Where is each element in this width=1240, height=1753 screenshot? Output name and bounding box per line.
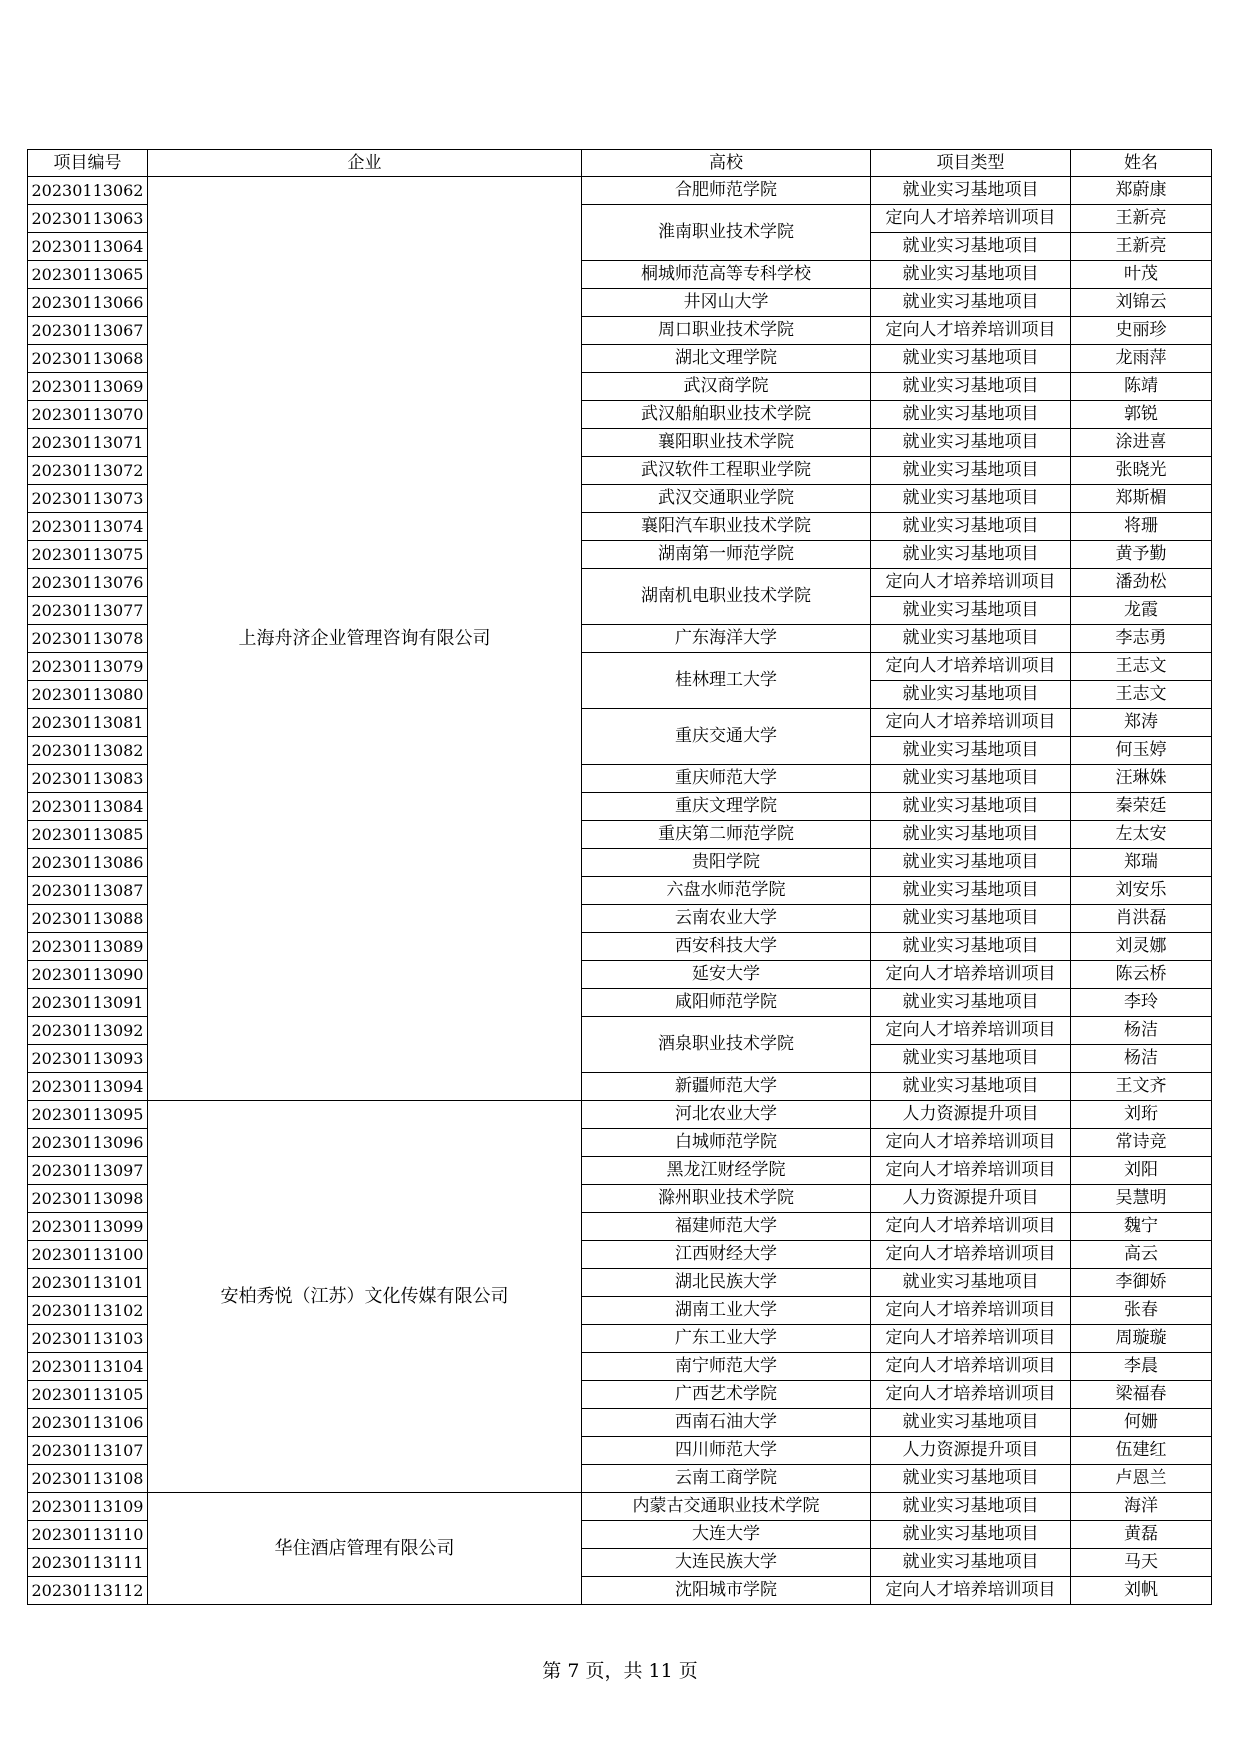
project-type-cell: 就业实习基地项目 [871,849,1071,877]
person-name-cell: 秦荣廷 [1071,793,1212,821]
project-type-cell: 定向人才培养培训项目 [871,205,1071,233]
project-id-cell: 20230113111 [28,1549,148,1577]
person-name-cell: 李玲 [1071,989,1212,1017]
person-name-cell: 汪琳姝 [1071,765,1212,793]
project-id-cell: 20230113065 [28,261,148,289]
project-id-cell: 20230113106 [28,1409,148,1437]
person-name-cell: 叶茂 [1071,261,1212,289]
project-id-cell: 20230113102 [28,1297,148,1325]
person-name-cell: 刘珩 [1071,1101,1212,1129]
header-project-type: 项目类型 [871,150,1071,177]
project-id-cell: 20230113091 [28,989,148,1017]
project-id-cell: 20230113090 [28,961,148,989]
project-id-cell: 20230113112 [28,1577,148,1605]
project-id-cell: 20230113088 [28,905,148,933]
person-name-cell: 马天 [1071,1549,1212,1577]
school-cell: 合肥师范学院 [582,177,871,205]
person-name-cell: 刘锦云 [1071,289,1212,317]
person-name-cell: 郑涛 [1071,709,1212,737]
project-type-cell: 就业实习基地项目 [871,373,1071,401]
school-cell: 贵阳学院 [582,849,871,877]
project-id-cell: 20230113085 [28,821,148,849]
school-cell: 西安科技大学 [582,933,871,961]
school-cell: 襄阳职业技术学院 [582,429,871,457]
school-cell: 广东工业大学 [582,1325,871,1353]
project-type-cell: 就业实习基地项目 [871,905,1071,933]
project-type-cell: 定向人才培养培训项目 [871,1157,1071,1185]
project-id-cell: 20230113071 [28,429,148,457]
header-name: 姓名 [1071,150,1212,177]
person-name-cell: 李志勇 [1071,625,1212,653]
project-type-cell: 就业实习基地项目 [871,261,1071,289]
project-type-cell: 就业实习基地项目 [871,401,1071,429]
project-type-cell: 就业实习基地项目 [871,1493,1071,1521]
person-name-cell: 郭锐 [1071,401,1212,429]
person-name-cell: 陈靖 [1071,373,1212,401]
project-type-cell: 就业实习基地项目 [871,345,1071,373]
project-id-cell: 20230113110 [28,1521,148,1549]
person-name-cell: 龙雨萍 [1071,345,1212,373]
project-id-cell: 20230113092 [28,1017,148,1045]
table-body [28,177,1212,1605]
person-name-cell: 肖洪磊 [1071,905,1212,933]
person-name-cell: 王新亮 [1071,205,1212,233]
school-cell: 新疆师范大学 [582,1073,871,1101]
header-school: 高校 [582,150,871,177]
project-type-cell: 定向人才培养培训项目 [871,1577,1071,1605]
project-type-cell: 人力资源提升项目 [871,1185,1071,1213]
person-name-cell: 何姗 [1071,1409,1212,1437]
project-id-cell: 20230113083 [28,765,148,793]
project-id-cell: 20230113087 [28,877,148,905]
project-type-cell: 就业实习基地项目 [871,289,1071,317]
header-row [28,150,1212,177]
project-type-cell: 定向人才培养培训项目 [871,1241,1071,1269]
project-id-cell: 20230113096 [28,1129,148,1157]
person-name-cell: 伍建红 [1071,1437,1212,1465]
project-id-cell: 20230113109 [28,1493,148,1521]
school-cell: 湖北民族大学 [582,1269,871,1297]
person-name-cell: 周璇璇 [1071,1325,1212,1353]
project-type-cell: 就业实习基地项目 [871,1045,1071,1073]
project-id-cell: 20230113105 [28,1381,148,1409]
school-cell: 湖南第一师范学院 [582,541,871,569]
school-cell: 重庆文理学院 [582,793,871,821]
project-type-cell: 就业实习基地项目 [871,513,1071,541]
project-type-cell: 定向人才培养培训项目 [871,1353,1071,1381]
project-type-cell: 就业实习基地项目 [871,737,1071,765]
school-cell: 云南工商学院 [582,1465,871,1493]
company-cell: 上海舟济企业管理咨询有限公司 [148,177,582,1101]
school-cell: 沈阳城市学院 [582,1577,871,1605]
company-cell: 华住酒店管理有限公司 [148,1493,582,1605]
person-name-cell: 潘劲松 [1071,569,1212,597]
project-id-cell: 20230113107 [28,1437,148,1465]
person-name-cell: 卢恩兰 [1071,1465,1212,1493]
person-name-cell: 刘灵娜 [1071,933,1212,961]
school-cell: 云南农业大学 [582,905,871,933]
person-name-cell: 高云 [1071,1241,1212,1269]
school-cell: 武汉交通职业学院 [582,485,871,513]
project-id-cell: 20230113068 [28,345,148,373]
project-type-cell: 就业实习基地项目 [871,877,1071,905]
project-type-cell: 就业实习基地项目 [871,1409,1071,1437]
project-type-cell: 就业实习基地项目 [871,1073,1071,1101]
person-name-cell: 黄予勤 [1071,541,1212,569]
school-cell: 内蒙古交通职业技术学院 [582,1493,871,1521]
project-id-cell: 20230113103 [28,1325,148,1353]
school-cell: 六盘水师范学院 [582,877,871,905]
project-id-cell: 20230113104 [28,1353,148,1381]
project-id-cell: 20230113100 [28,1241,148,1269]
person-name-cell: 魏宁 [1071,1213,1212,1241]
person-name-cell: 海洋 [1071,1493,1212,1521]
person-name-cell: 郑斯楣 [1071,485,1212,513]
project-id-cell: 20230113081 [28,709,148,737]
school-cell: 井冈山大学 [582,289,871,317]
project-type-cell: 定向人才培养培训项目 [871,1213,1071,1241]
project-id-cell: 20230113067 [28,317,148,345]
header-project-id: 项目编号 [28,150,148,177]
project-type-cell: 就业实习基地项目 [871,1269,1071,1297]
project-id-cell: 20230113078 [28,625,148,653]
project-type-cell: 定向人才培养培训项目 [871,709,1071,737]
person-name-cell: 龙霞 [1071,597,1212,625]
project-id-cell: 20230113108 [28,1465,148,1493]
project-type-cell: 就业实习基地项目 [871,1465,1071,1493]
person-name-cell: 何玉婷 [1071,737,1212,765]
person-name-cell: 杨洁 [1071,1017,1212,1045]
person-name-cell: 梁福春 [1071,1381,1212,1409]
company-cell: 安柏秀悦（江苏）文化传媒有限公司 [148,1101,582,1493]
table-header [28,150,1212,177]
project-id-cell: 20230113077 [28,597,148,625]
project-table [27,149,1212,1605]
person-name-cell: 杨洁 [1071,1045,1212,1073]
project-type-cell: 定向人才培养培训项目 [871,1325,1071,1353]
project-id-cell: 20230113098 [28,1185,148,1213]
person-name-cell: 黄磊 [1071,1521,1212,1549]
person-name-cell: 王文齐 [1071,1073,1212,1101]
project-type-cell: 定向人才培养培训项目 [871,1381,1071,1409]
project-type-cell: 就业实习基地项目 [871,597,1071,625]
school-cell: 重庆第二师范学院 [582,821,871,849]
project-id-cell: 20230113079 [28,653,148,681]
school-cell: 大连民族大学 [582,1549,871,1577]
person-name-cell: 郑瑞 [1071,849,1212,877]
project-type-cell: 定向人才培养培训项目 [871,317,1071,345]
project-id-cell: 20230113074 [28,513,148,541]
school-cell: 重庆师范大学 [582,765,871,793]
school-cell: 武汉商学院 [582,373,871,401]
project-type-cell: 就业实习基地项目 [871,1521,1071,1549]
school-cell: 延安大学 [582,961,871,989]
project-id-cell: 20230113082 [28,737,148,765]
project-id-cell: 20230113084 [28,793,148,821]
person-name-cell: 王新亮 [1071,233,1212,261]
project-id-cell: 20230113064 [28,233,148,261]
school-cell: 南宁师范大学 [582,1353,871,1381]
project-type-cell: 就业实习基地项目 [871,625,1071,653]
project-id-cell: 20230113066 [28,289,148,317]
person-name-cell: 郑蔚康 [1071,177,1212,205]
project-type-cell: 就业实习基地项目 [871,681,1071,709]
project-type-cell: 就业实习基地项目 [871,765,1071,793]
project-type-cell: 就业实习基地项目 [871,429,1071,457]
project-type-cell: 人力资源提升项目 [871,1437,1071,1465]
person-name-cell: 刘安乐 [1071,877,1212,905]
project-id-cell: 20230113075 [28,541,148,569]
school-cell: 湖南工业大学 [582,1297,871,1325]
project-type-cell: 定向人才培养培训项目 [871,569,1071,597]
project-type-cell: 就业实习基地项目 [871,177,1071,205]
person-name-cell: 涂进喜 [1071,429,1212,457]
person-name-cell: 吴慧明 [1071,1185,1212,1213]
project-id-cell: 20230113086 [28,849,148,877]
school-cell: 重庆交通大学 [582,709,871,765]
person-name-cell: 常诗竞 [1071,1129,1212,1157]
project-type-cell: 就业实习基地项目 [871,989,1071,1017]
school-cell: 广东海洋大学 [582,625,871,653]
table-row [28,1101,1212,1129]
person-name-cell: 史丽珍 [1071,317,1212,345]
project-type-cell: 就业实习基地项目 [871,541,1071,569]
project-type-cell: 定向人才培养培训项目 [871,1017,1071,1045]
project-type-cell: 就业实习基地项目 [871,1549,1071,1577]
project-id-cell: 20230113076 [28,569,148,597]
project-type-cell: 人力资源提升项目 [871,1101,1071,1129]
school-cell: 湖北文理学院 [582,345,871,373]
project-type-cell: 就业实习基地项目 [871,821,1071,849]
school-cell: 周口职业技术学院 [582,317,871,345]
project-type-cell: 就业实习基地项目 [871,933,1071,961]
project-type-cell: 定向人才培养培训项目 [871,1129,1071,1157]
school-cell: 四川师范大学 [582,1437,871,1465]
project-id-cell: 20230113097 [28,1157,148,1185]
project-id-cell: 20230113099 [28,1213,148,1241]
school-cell: 河北农业大学 [582,1101,871,1129]
project-id-cell: 20230113093 [28,1045,148,1073]
project-id-cell: 20230113063 [28,205,148,233]
project-id-cell: 20230113095 [28,1101,148,1129]
person-name-cell: 刘阳 [1071,1157,1212,1185]
person-name-cell: 陈云桥 [1071,961,1212,989]
person-name-cell: 刘帆 [1071,1577,1212,1605]
project-id-cell: 20230113073 [28,485,148,513]
person-name-cell: 将珊 [1071,513,1212,541]
school-cell: 襄阳汽车职业技术学院 [582,513,871,541]
school-cell: 酒泉职业技术学院 [582,1017,871,1073]
project-id-cell: 20230113070 [28,401,148,429]
project-id-cell: 20230113089 [28,933,148,961]
project-type-cell: 就业实习基地项目 [871,233,1071,261]
school-cell: 福建师范大学 [582,1213,871,1241]
school-cell: 淮南职业技术学院 [582,205,871,261]
project-id-cell: 20230113062 [28,177,148,205]
person-name-cell: 王志文 [1071,681,1212,709]
project-type-cell: 定向人才培养培训项目 [871,1297,1071,1325]
person-name-cell: 李御娇 [1071,1269,1212,1297]
project-id-cell: 20230113069 [28,373,148,401]
project-id-cell: 20230113072 [28,457,148,485]
table-row [28,177,1212,205]
project-id-cell: 20230113080 [28,681,148,709]
project-type-cell: 就业实习基地项目 [871,457,1071,485]
project-type-cell: 就业实习基地项目 [871,793,1071,821]
school-cell: 广西艺术学院 [582,1381,871,1409]
school-cell: 武汉软件工程职业学院 [582,457,871,485]
school-cell: 黑龙江财经学院 [582,1157,871,1185]
school-cell: 湖南机电职业技术学院 [582,569,871,625]
project-id-cell: 20230113094 [28,1073,148,1101]
person-name-cell: 李晨 [1071,1353,1212,1381]
header-company: 企业 [148,150,582,177]
person-name-cell: 张晓光 [1071,457,1212,485]
person-name-cell: 张春 [1071,1297,1212,1325]
project-type-cell: 定向人才培养培训项目 [871,653,1071,681]
person-name-cell: 左太安 [1071,821,1212,849]
project-type-cell: 就业实习基地项目 [871,485,1071,513]
school-cell: 滁州职业技术学院 [582,1185,871,1213]
project-id-cell: 20230113101 [28,1269,148,1297]
school-cell: 江西财经大学 [582,1241,871,1269]
school-cell: 桐城师范高等专科学校 [582,261,871,289]
school-cell: 大连大学 [582,1521,871,1549]
school-cell: 白城师范学院 [582,1129,871,1157]
school-cell: 西南石油大学 [582,1409,871,1437]
school-cell: 武汉船舶职业技术学院 [582,401,871,429]
school-cell: 桂林理工大学 [582,653,871,709]
table-row [28,1493,1212,1521]
person-name-cell: 王志文 [1071,653,1212,681]
project-type-cell: 定向人才培养培训项目 [871,961,1071,989]
school-cell: 咸阳师范学院 [582,989,871,1017]
page-number: 第 7 页，共 11 页 [542,1660,698,1682]
